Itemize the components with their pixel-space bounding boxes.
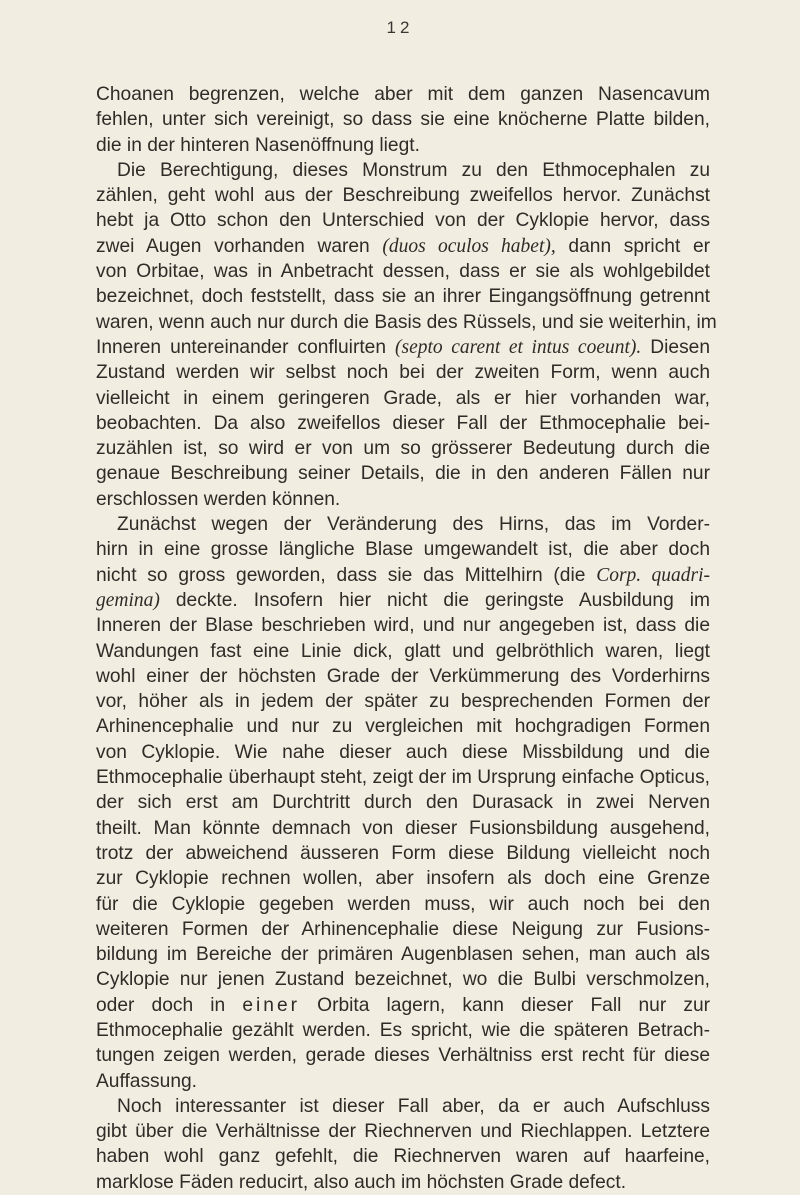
text-segment: von Cyklopie. Wie nahe dieser auch diese Missbildung und die — [96, 741, 710, 763]
text-line — [96, 1144, 710, 1169]
text-line — [96, 1069, 710, 1094]
text-segment: Auffassung. — [96, 1070, 197, 1092]
text-line — [96, 1018, 710, 1043]
text-line — [96, 993, 710, 1018]
text-line — [96, 613, 710, 638]
text-line — [96, 487, 710, 512]
text-segment: beobachten. Da also zweifellos dieser Fall der Ethmocephalie bei- — [96, 412, 710, 434]
text-segment: vielleicht in einem geringeren Grade, als er hier vorhanden war, — [96, 387, 710, 409]
text-segment: Zustand werden wir selbst noch bei der zweiten Form, wenn auch — [96, 362, 710, 384]
text-segment: theilt. Man könnte demnach von dieser Fusionsbildung ausgehend, — [96, 817, 710, 839]
text-segment: weiteren Formen der Arhinencephalie diese Neigung zur Fusions- — [96, 918, 710, 940]
text-segment: Die Berechtigung, dieses Monstrum zu den Ethmocephalen zu — [117, 159, 710, 181]
text-segment: Ethmocephalie gezählt werden. Es spricht, wie die späteren Betrach- — [96, 1019, 710, 1041]
text-line — [96, 689, 710, 714]
text-segment: Choanen begrenzen, welche aber mit dem ganzen Nasencavum — [96, 84, 710, 105]
text-line — [96, 740, 710, 765]
text-segment: wohl einer der höchsten Grade der Verkümmerung des Vorderhirns — [96, 665, 710, 687]
text-segment: erschlossen werden können. — [96, 488, 341, 510]
text-line — [96, 436, 710, 461]
text-segment: tungen zeigen werden, gerade dieses Verhältniss erst recht für diese — [96, 1045, 710, 1067]
page-number: 12 — [386, 18, 414, 37]
text-line — [96, 183, 710, 208]
text-line — [96, 360, 710, 385]
text-segment: Arhinencephalie und nur zu vergleichen mit hochgradigen Formen — [96, 716, 710, 738]
italic-text: gemina) — [96, 589, 160, 611]
text-line — [96, 1094, 710, 1119]
text-segment: deckte. Insofern hier nicht die geringste Ausbildung im — [159, 589, 710, 611]
text-segment: Inneren untereinander confluirten — [96, 336, 396, 358]
text-line — [96, 335, 710, 360]
text-line — [96, 588, 710, 613]
text-segment: oder doch in — [96, 994, 243, 1016]
text-segment: Cyklopie nur jenen Zustand bezeichnet, wo die Bulbi verschmolzen, — [96, 969, 710, 991]
text-line — [96, 639, 710, 664]
text-segment: zählen, geht wohl aus der Beschreibung zweifellos hervor. Zunächst — [96, 185, 710, 207]
text-line — [96, 208, 710, 233]
text-line — [96, 714, 710, 739]
text-line — [96, 917, 710, 942]
text-segment: vor, höher als in jedem der später zu besprechenden Formen der — [96, 691, 710, 713]
text-line — [96, 310, 717, 335]
text-line — [96, 967, 710, 992]
text-segment: hebt ja Otto schon den Unterschied von der Cyklopie hervor, dass — [96, 210, 710, 232]
text-segment: nicht so gross geworden, dass sie das Mittelhirn (die — [96, 564, 597, 586]
text-line — [96, 942, 710, 967]
italic-text: (duos oculos habet), — [382, 235, 556, 257]
text-segment: Orbita lagern, kann dieser Fall nur zur — [300, 994, 711, 1016]
text-segment: Ethmocephalie überhaupt steht, zeigt der im Ursprung einfache Opticus, — [96, 767, 710, 789]
text-line — [96, 866, 710, 891]
text-segment: trotz der abweichend äusseren Form diese Bildung vielleicht noch — [96, 842, 710, 864]
spaced-emphasis-text: einer — [242, 994, 301, 1016]
text-segment: Diesen — [641, 336, 711, 358]
text-line — [96, 512, 710, 537]
text-line — [96, 537, 710, 562]
text-line — [96, 284, 710, 309]
text-segment: dann spricht er — [555, 235, 711, 257]
text-line — [96, 386, 710, 411]
text-line — [96, 892, 710, 917]
text-segment: Inneren der Blase beschrieben wird, und nur angegeben ist, dass die — [96, 615, 710, 637]
text-line — [96, 107, 710, 132]
text-segment: Noch interessanter ist dieser Fall aber, da er auch Aufschluss — [117, 1095, 710, 1117]
text-segment: Wandungen fast eine Linie dick, glatt und gelbröthlich waren, liegt — [96, 640, 710, 662]
text-line — [96, 259, 710, 284]
text-segment: waren, wenn auch nur durch die Basis des Rüssels, und sie weiterhin, im — [96, 311, 717, 333]
text-segment: die in der hinteren Nasenöffnung liegt. — [96, 134, 420, 156]
text-line — [96, 82, 710, 107]
text-segment: genaue Beschreibung seiner Details, die in den anderen Fällen nur — [96, 463, 710, 485]
text-line — [96, 1170, 710, 1195]
text-segment: der sich erst am Durchtritt durch den Durasack in zwei Nerven — [96, 792, 710, 814]
text-line — [96, 816, 710, 841]
text-segment: gibt über die Verhältnisse der Riechnerven und Riechlappen. Letztere — [96, 1121, 710, 1143]
text-line — [96, 765, 710, 790]
text-line — [96, 158, 710, 183]
text-line — [96, 234, 710, 259]
text-line — [96, 563, 710, 588]
body-text — [96, 82, 717, 1195]
text-segment: hirn in eine grosse längliche Blase umgewandelt ist, die aber doch — [96, 539, 710, 561]
text-segment: marklose Fäden reducirt, also auch im höchsten Grade defect. — [96, 1171, 627, 1193]
text-line — [96, 790, 710, 815]
text-segment: Zunächst wegen der Veränderung des Hirns, das im Vorder- — [117, 514, 710, 536]
text-segment: für die Cyklopie gegeben werden muss, wir auch noch bei den — [96, 893, 710, 915]
text-segment: fehlen, unter sich vereinigt, so dass sie eine knöcherne Platte bilden, — [96, 109, 710, 131]
text-line — [96, 664, 710, 689]
text-line — [96, 1119, 710, 1144]
text-segment: bildung im Bereiche der primären Augenblasen sehen, man auch als — [96, 944, 710, 966]
text-line — [96, 1043, 710, 1068]
text-segment: bezeichnet, doch feststellt, dass sie an ihrer Eingangsöffnung getrennt — [96, 286, 710, 308]
text-line — [96, 841, 710, 866]
text-line — [96, 411, 710, 436]
italic-text: (septo carent et intus coeunt). — [395, 336, 642, 358]
italic-text: Corp. quadri- — [596, 564, 710, 586]
text-line — [96, 461, 710, 486]
text-segment: zwei Augen vorhanden waren — [96, 235, 383, 257]
text-segment: haben wohl ganz gefehlt, die Riechnerven waren auf haarfeine, — [96, 1146, 710, 1168]
text-segment: zur Cyklopie rechnen wollen, aber insofern als doch eine Grenze — [96, 868, 710, 890]
text-segment: von Orbitae, was in Anbetracht dessen, dass er sie als wohlgebildet — [96, 261, 710, 283]
text-line — [96, 133, 710, 158]
text-segment: zuzählen ist, so wird er von um so grösserer Bedeutung durch die — [96, 438, 710, 460]
